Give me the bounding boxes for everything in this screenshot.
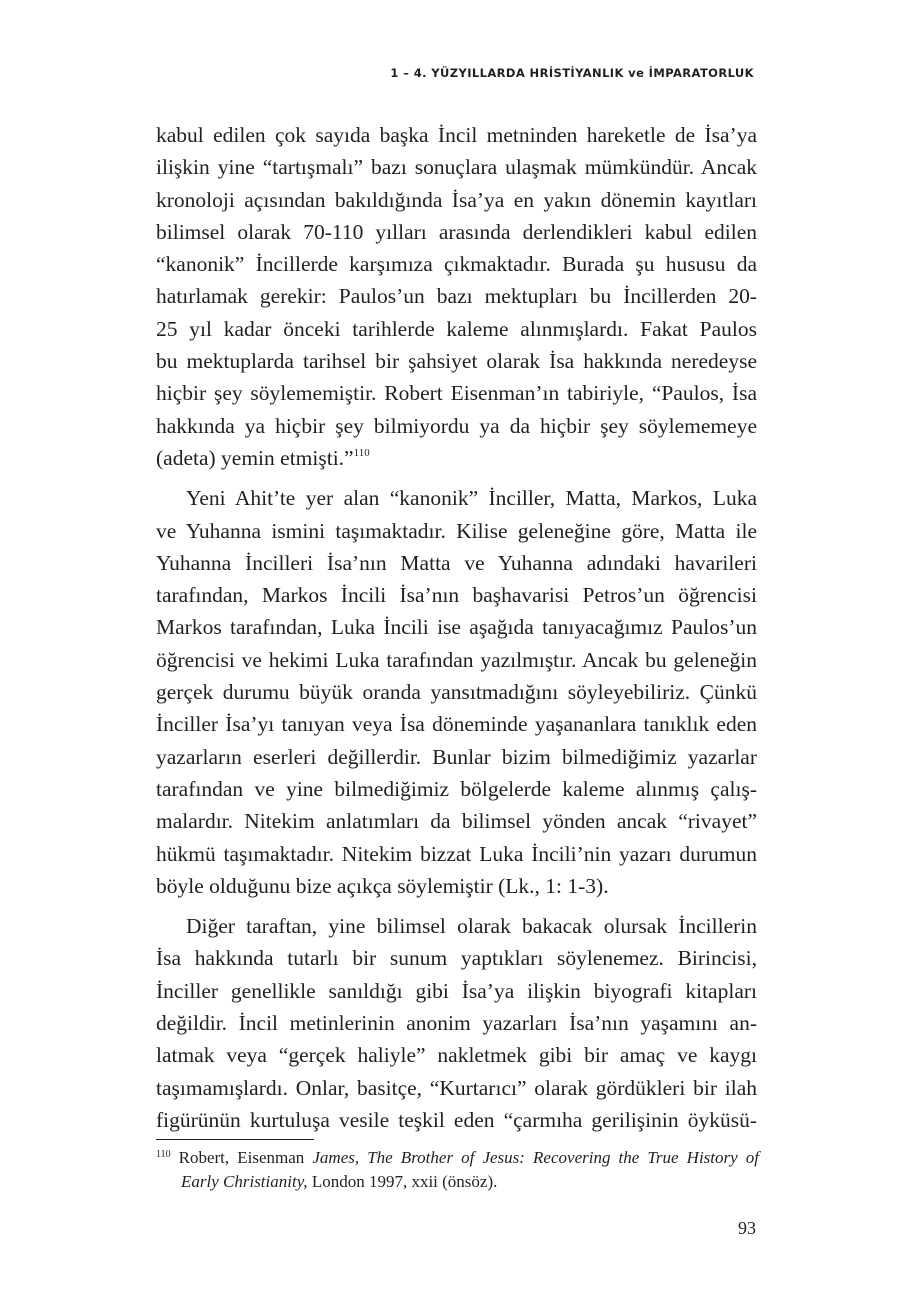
body-text <box>156 119 757 1136</box>
text-line: “kanonik” İncillerde karşımıza çıkmaktadır. Burada şu hususu da <box>156 252 757 277</box>
footnote-publication: London 1997, xxii (önsöz). <box>311 1172 498 1191</box>
text-line-content: (adeta) yemin etmişti.” <box>156 445 354 470</box>
text-line: figürünün kurtuluşa vesile teşkil eden “çarmıha gerilişinin öyküsü- <box>156 1107 757 1132</box>
footnote-number: 110 <box>156 1149 171 1160</box>
paragraph-2 <box>156 482 757 902</box>
paragraph-1 <box>156 119 757 474</box>
paragraph-3 <box>156 910 757 1136</box>
text-line: hükmü taşımaktadır. Nitekim bizzat Luka İncili’nin yazarı durumun <box>156 841 757 866</box>
footnote-title-cont: Early Christianity, <box>181 1172 308 1191</box>
text-line: Yeni Ahit’te yer alan “kanonik” İnciller, Matta, Markos, Luka <box>186 486 757 511</box>
text-line: latmak veya “gerçek haliyle” nakletmek gibi bir amaç ve kaygı <box>156 1043 757 1068</box>
footnote-author: Robert, Eisenman <box>178 1148 305 1167</box>
text-line: Diğer taraftan, yine bilimsel olarak bakacak olursak İncillerin <box>186 914 757 939</box>
text-line: tarafından, Markos İncili İsa’nın başhavarisi Petros’un öğrencisi <box>156 583 757 608</box>
text-line: böyle olduğunu bize açıkça söylemiştir (Lk., 1: 1-3). <box>156 873 609 898</box>
footnote <box>156 1146 759 1194</box>
text-line: öğrencisi ve hekimi Luka tarafından yazılmıştır. Ancak bu geleneğin <box>156 647 757 672</box>
text-line: Markos tarafından, Luka İncili ise aşağıda tanıyacağımız Paulos’un <box>156 615 757 640</box>
text-line: kronoloji açısından bakıldığında İsa’ya en yakın dönemin kayıtları <box>156 187 757 212</box>
text-line: yazarların eserleri değillerdir. Bunlar bizim bilmediğimiz yazarlar <box>156 744 757 769</box>
footnote-line <box>156 1170 759 1194</box>
text-line: Yuhanna İncilleri İsa’nın Matta ve Yuhanna adındaki havarileri <box>156 550 757 575</box>
text-line: ilişkin yine “tartışmalı” bazı sonuçlara ulaşmak mümkündür. Ancak <box>156 155 757 180</box>
text-line: 25 yıl kadar önceki tarihlerde kaleme alınmışlardı. Fakat Paulos <box>156 316 757 341</box>
text-line: malardır. Nitekim anlatımları da bilimsel yönden ancak “rivayet” <box>156 809 757 834</box>
footnote-reference[interactable]: 110 <box>353 446 370 459</box>
text-line: hiçbir şey söylememiştir. Robert Eisenman’ın tabiriyle, “Paulos, İsa <box>156 381 757 406</box>
text-line: İnciller İsa’yı tanıyan veya İsa döneminde yaşananlara tanıklık eden <box>156 712 757 737</box>
footnote-line <box>156 1146 759 1170</box>
text-line <box>156 442 757 474</box>
text-line: değildir. İncil metinlerinin anonim yazarları İsa’nın yaşamını an- <box>156 1011 757 1036</box>
footnote-title: James, The Brother of Jesus: Recovering the True History of <box>312 1148 759 1167</box>
page-number: 93 <box>738 1218 756 1238</box>
text-line: İsa hakkında tutarlı bir sunum yaptıkları söylenemez. Birincisi, <box>156 946 757 971</box>
text-line: hakkında ya hiçbir şey bilmiyordu ya da hiçbir şey söylememeye <box>156 413 757 438</box>
footnote-divider <box>156 1139 314 1140</box>
text-line: bilimsel olarak 70-110 yılları arasında derlendikleri kabul edilen <box>156 219 757 244</box>
text-line: kabul edilen çok sayıda başka İncil metninden hareketle de İsa’ya <box>156 123 757 147</box>
text-line: hatırlamak gerekir: Paulos’un bazı mektupları bu İncillerden 20- <box>156 284 757 309</box>
text-line: tarafından ve yine bilmediğimiz bölgelerde kaleme alınmış çalış- <box>156 776 757 801</box>
text-line: taşımamışlardı. Onlar, basitçe, “Kurtarıcı” olarak gördükleri bir ilah <box>156 1075 757 1100</box>
text-line: bu mektuplarda tarihsel bir şahsiyet olarak İsa hakkında neredeyse <box>156 349 757 374</box>
text-line: ve Yuhanna ismini taşımaktadır. Kilise geleneğine göre, Matta ile <box>156 518 757 543</box>
text-line: İnciller genellikle sanıldığı gibi İsa’ya ilişkin biyografi kitapları <box>156 978 757 1003</box>
running-header: 1 – 4. YÜZYILLARDA HRİSTİYANLIK ve İMPARATORLUK <box>390 66 754 80</box>
text-line: gerçek durumu büyük oranda yansıtmadığını söyleyebiliriz. Çünkü <box>156 680 757 705</box>
